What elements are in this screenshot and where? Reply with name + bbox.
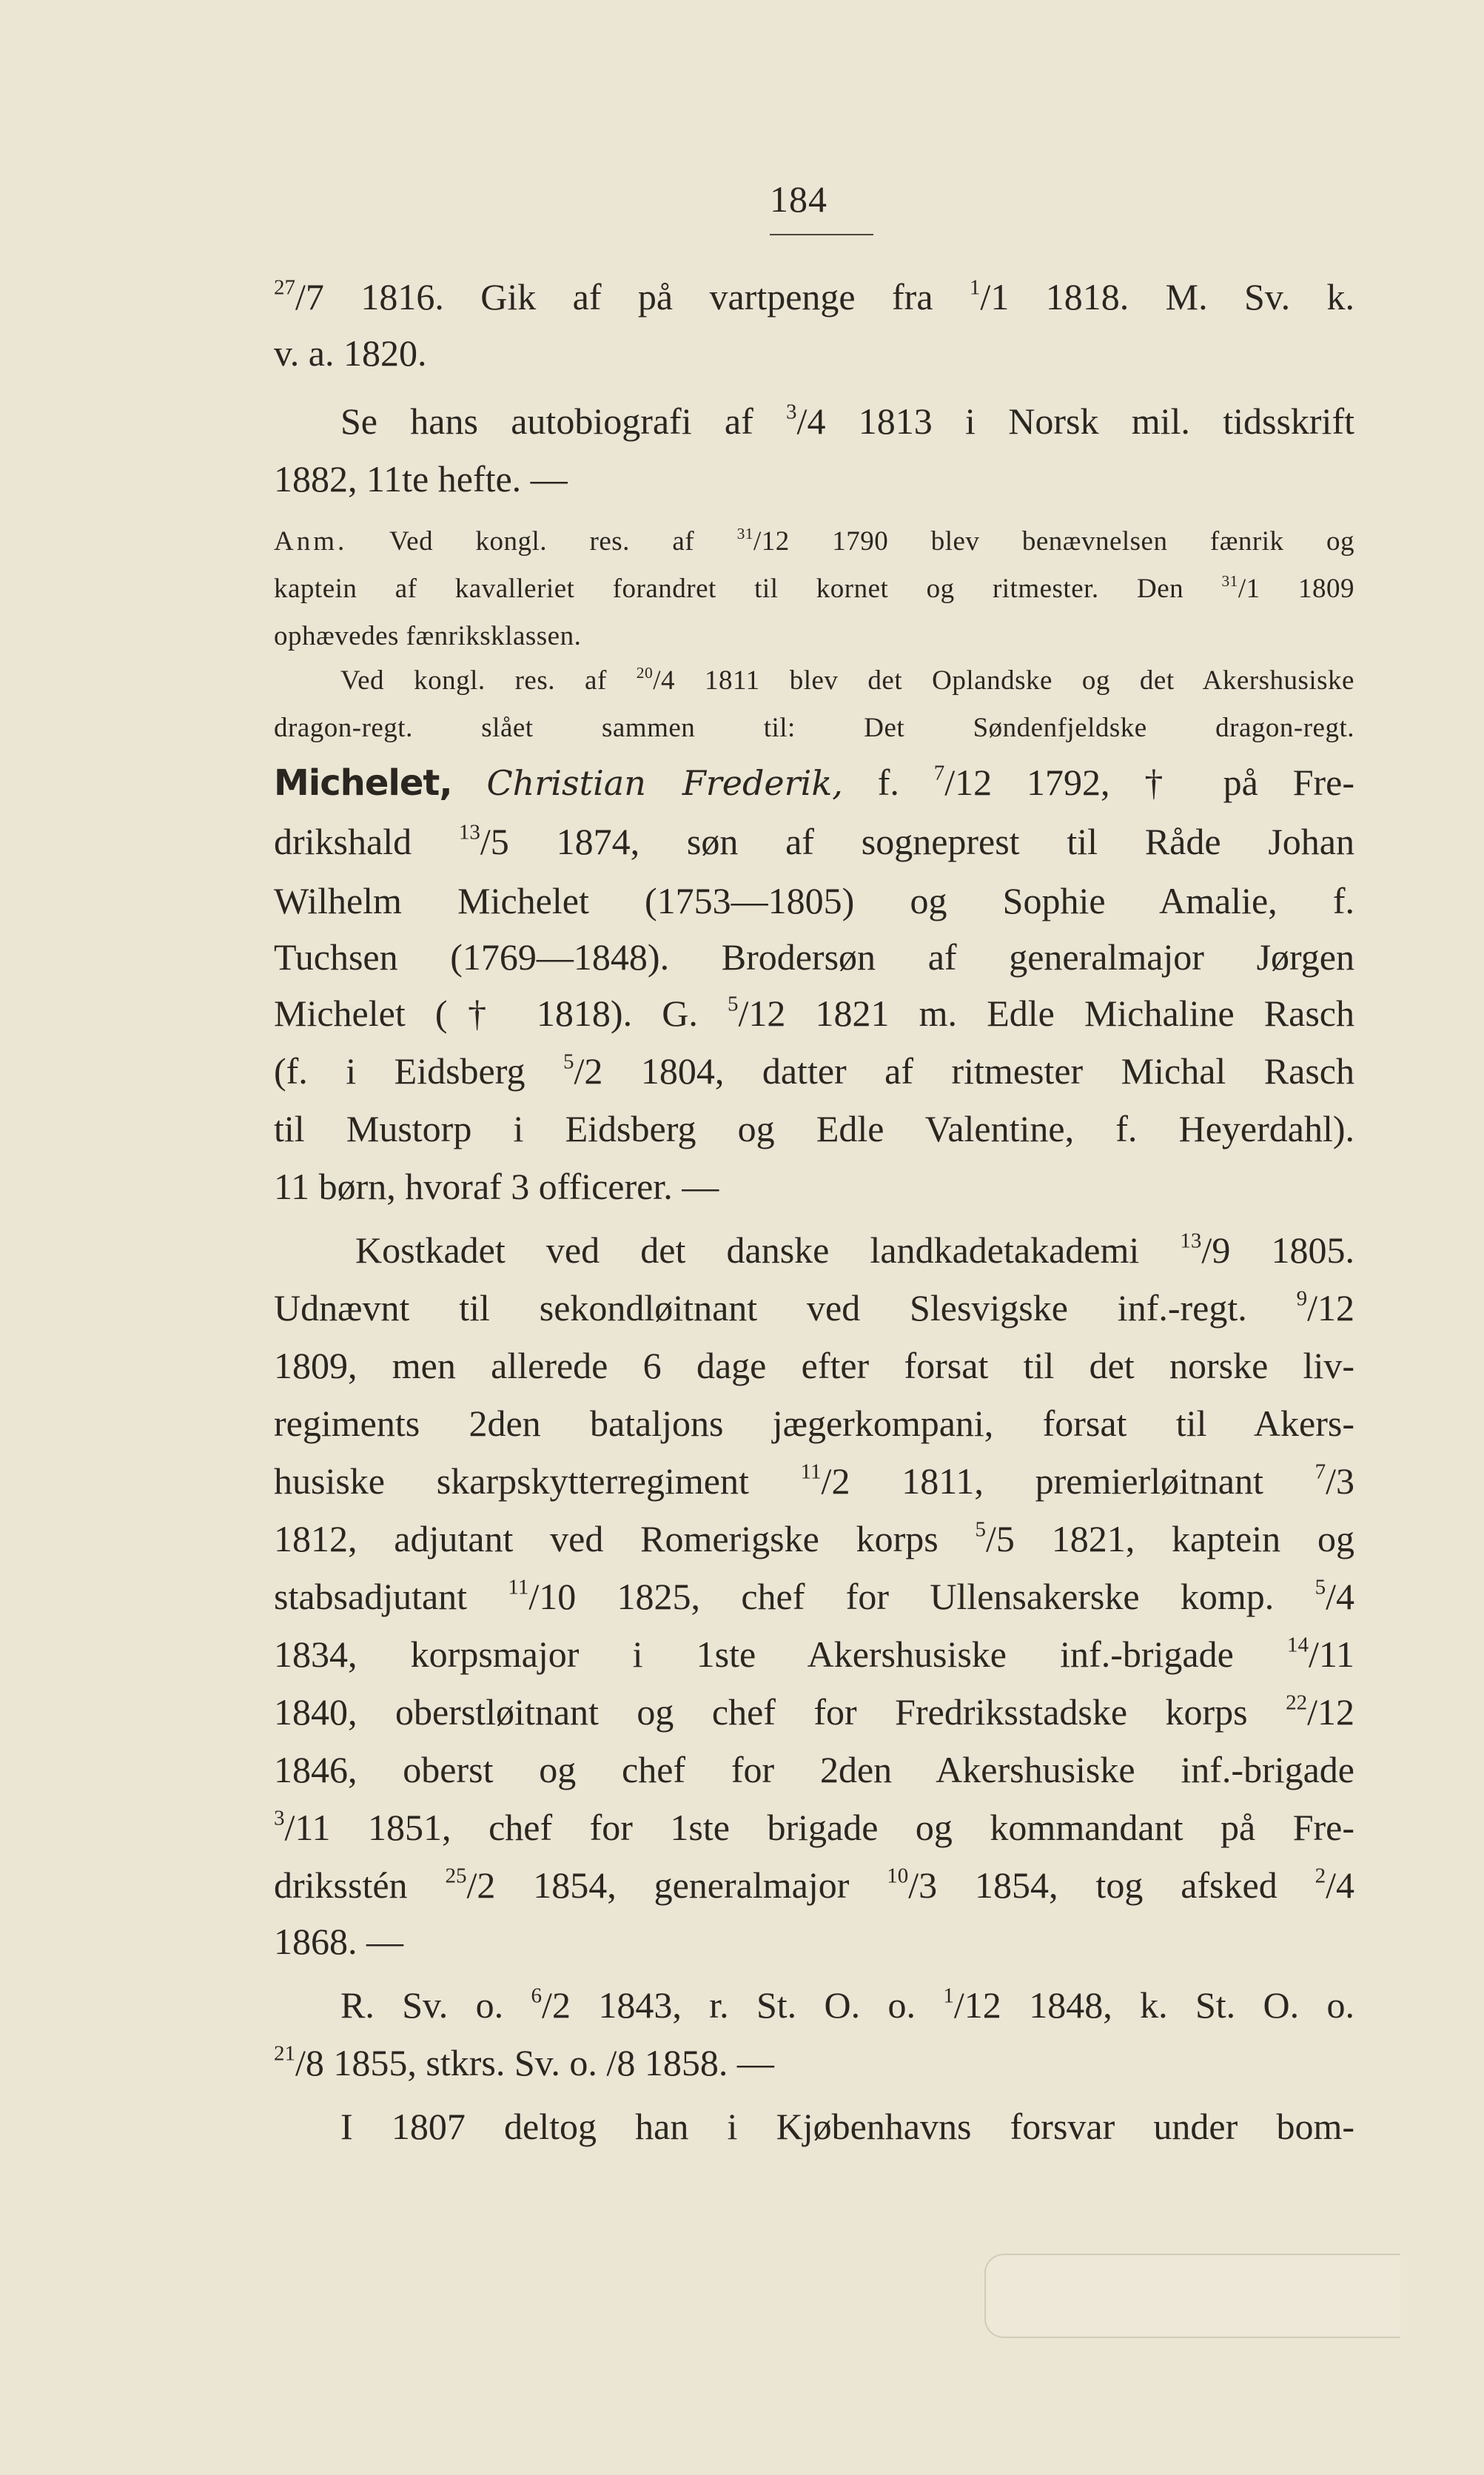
library-stamp-mark	[984, 2254, 1400, 2338]
text-line: 1840, oberstløitnant og chef for Fredriksstadske korps $^{22}$/12	[274, 1690, 1354, 1733]
text-line: Udnævnt til sekondløitnant ved Slesvigske inf.-regt. $^9$/12	[274, 1286, 1354, 1329]
text-line: 1834, korpsmajor i 1ste Akershusiske inf.-brigade $^{14}$/11	[274, 1633, 1354, 1675]
note-line: ophævedes fænriksklassen.	[274, 621, 582, 651]
text-line: $^{21}$/8 1855, stkrs. Sv. o. /8 1858. —	[274, 2041, 774, 2083]
text-line: $^{27}$/7 1816. Gik af på vartpenge fra $^1$/1 1818. M. Sv. k.	[274, 275, 1354, 318]
text-line: 1846, oberst og chef for 2den Akershusiske inf.-brigade	[274, 1749, 1354, 1790]
text-line: Tuchsen (1769—1848). Brodersøn af generalmajor Jørgen	[274, 936, 1354, 978]
text-line: Michelet († 1818). G. $^5$/12 1821 m. Edle Michaline Rasch	[274, 992, 1354, 1034]
text-line: 11 børn, hvoraf 3 officerer. —	[274, 1166, 719, 1207]
text-line: drikshald $^{13}$/5 1874, søn af sogneprest til Råde Johan	[274, 820, 1354, 862]
entry-surname: Michelet,	[274, 762, 452, 804]
text-line: driksstén $^{25}$/2 1854, generalmajor $^{10}$/3 1854, tog afsked $^2$/4	[274, 1864, 1354, 1906]
text-line: $^3$/11 1851, chef for 1ste brigade og kommandant på Fre-	[274, 1806, 1354, 1848]
note-line: Anm. Ved kongl. res. af $^{31}$/12 1790 blev benævnelsen fænrik og	[274, 524, 1354, 557]
note-line: kaptein af kavalleriet forandret til kornet og ritmester. Den $^{31}$/1 1809	[274, 571, 1355, 604]
text-line: 1882, 11te hefte. —	[274, 458, 568, 500]
text-line: til Mustorp i Eidsberg og Edle Valentine, f. Heyerdahl).	[274, 1108, 1354, 1149]
text-line: 1809, men allerede 6 dage efter forsat til det norske liv-	[274, 1345, 1354, 1386]
text-line: stabsadjutant $^{11}$/10 1825, chef for Ullensakerske komp. $^5$/4	[274, 1575, 1354, 1617]
text-line: (f. i Eidsberg $^5$/2 1804, datter af ritmester Michal Rasch	[274, 1050, 1354, 1092]
text-line: R. Sv. o. $^6$/2 1843, r. St. O. o. $^1$/12 1848, k. St. O. o.	[340, 1984, 1354, 2026]
text-line: regiments 2den bataljons jægerkompani, forsat til Akers-	[274, 1403, 1354, 1444]
note-line: dragon-regt. slået sammen til: Det Søndenfjeldske dragon-regt.	[274, 713, 1354, 743]
text-line: v. a. 1820.	[274, 332, 427, 374]
text-line: husiske skarpskytterregiment $^{11}$/2 1811, premierløitnant $^7$/3	[274, 1460, 1354, 1502]
text-line: Kostkadet ved det danske landkadetakademi $^{13}$/9 1805.	[355, 1229, 1354, 1271]
text-line: 1812, adjutant ved Romerigske korps $^5$/5 1821, kaptein og	[274, 1517, 1354, 1559]
text-line: Michelet, Christian Frederik, f. $^7$/12 1792, † på Fre-	[274, 761, 1355, 804]
text-line: 1868. —	[274, 1921, 403, 1962]
entry-given-names: Christian Frederik,	[486, 763, 843, 803]
page-number: 184	[770, 178, 827, 220]
text-line: I 1807 deltog han i Kjøbenhavns forsvar under bom-	[340, 2106, 1354, 2147]
note-line: Ved kongl. res. af $^{20}$/4 1811 blev det Oplandske og det Akershusiske	[340, 663, 1354, 696]
text-line: Wilhelm Michelet (1753—1805) og Sophie Amalie, f.	[274, 880, 1354, 921]
note-label: Anm.	[274, 526, 348, 557]
page-number-rule	[770, 234, 873, 235]
text-line: Se hans autobiografi af $^3$/4 1813 i Norsk mil. tidsskrift	[340, 400, 1354, 442]
